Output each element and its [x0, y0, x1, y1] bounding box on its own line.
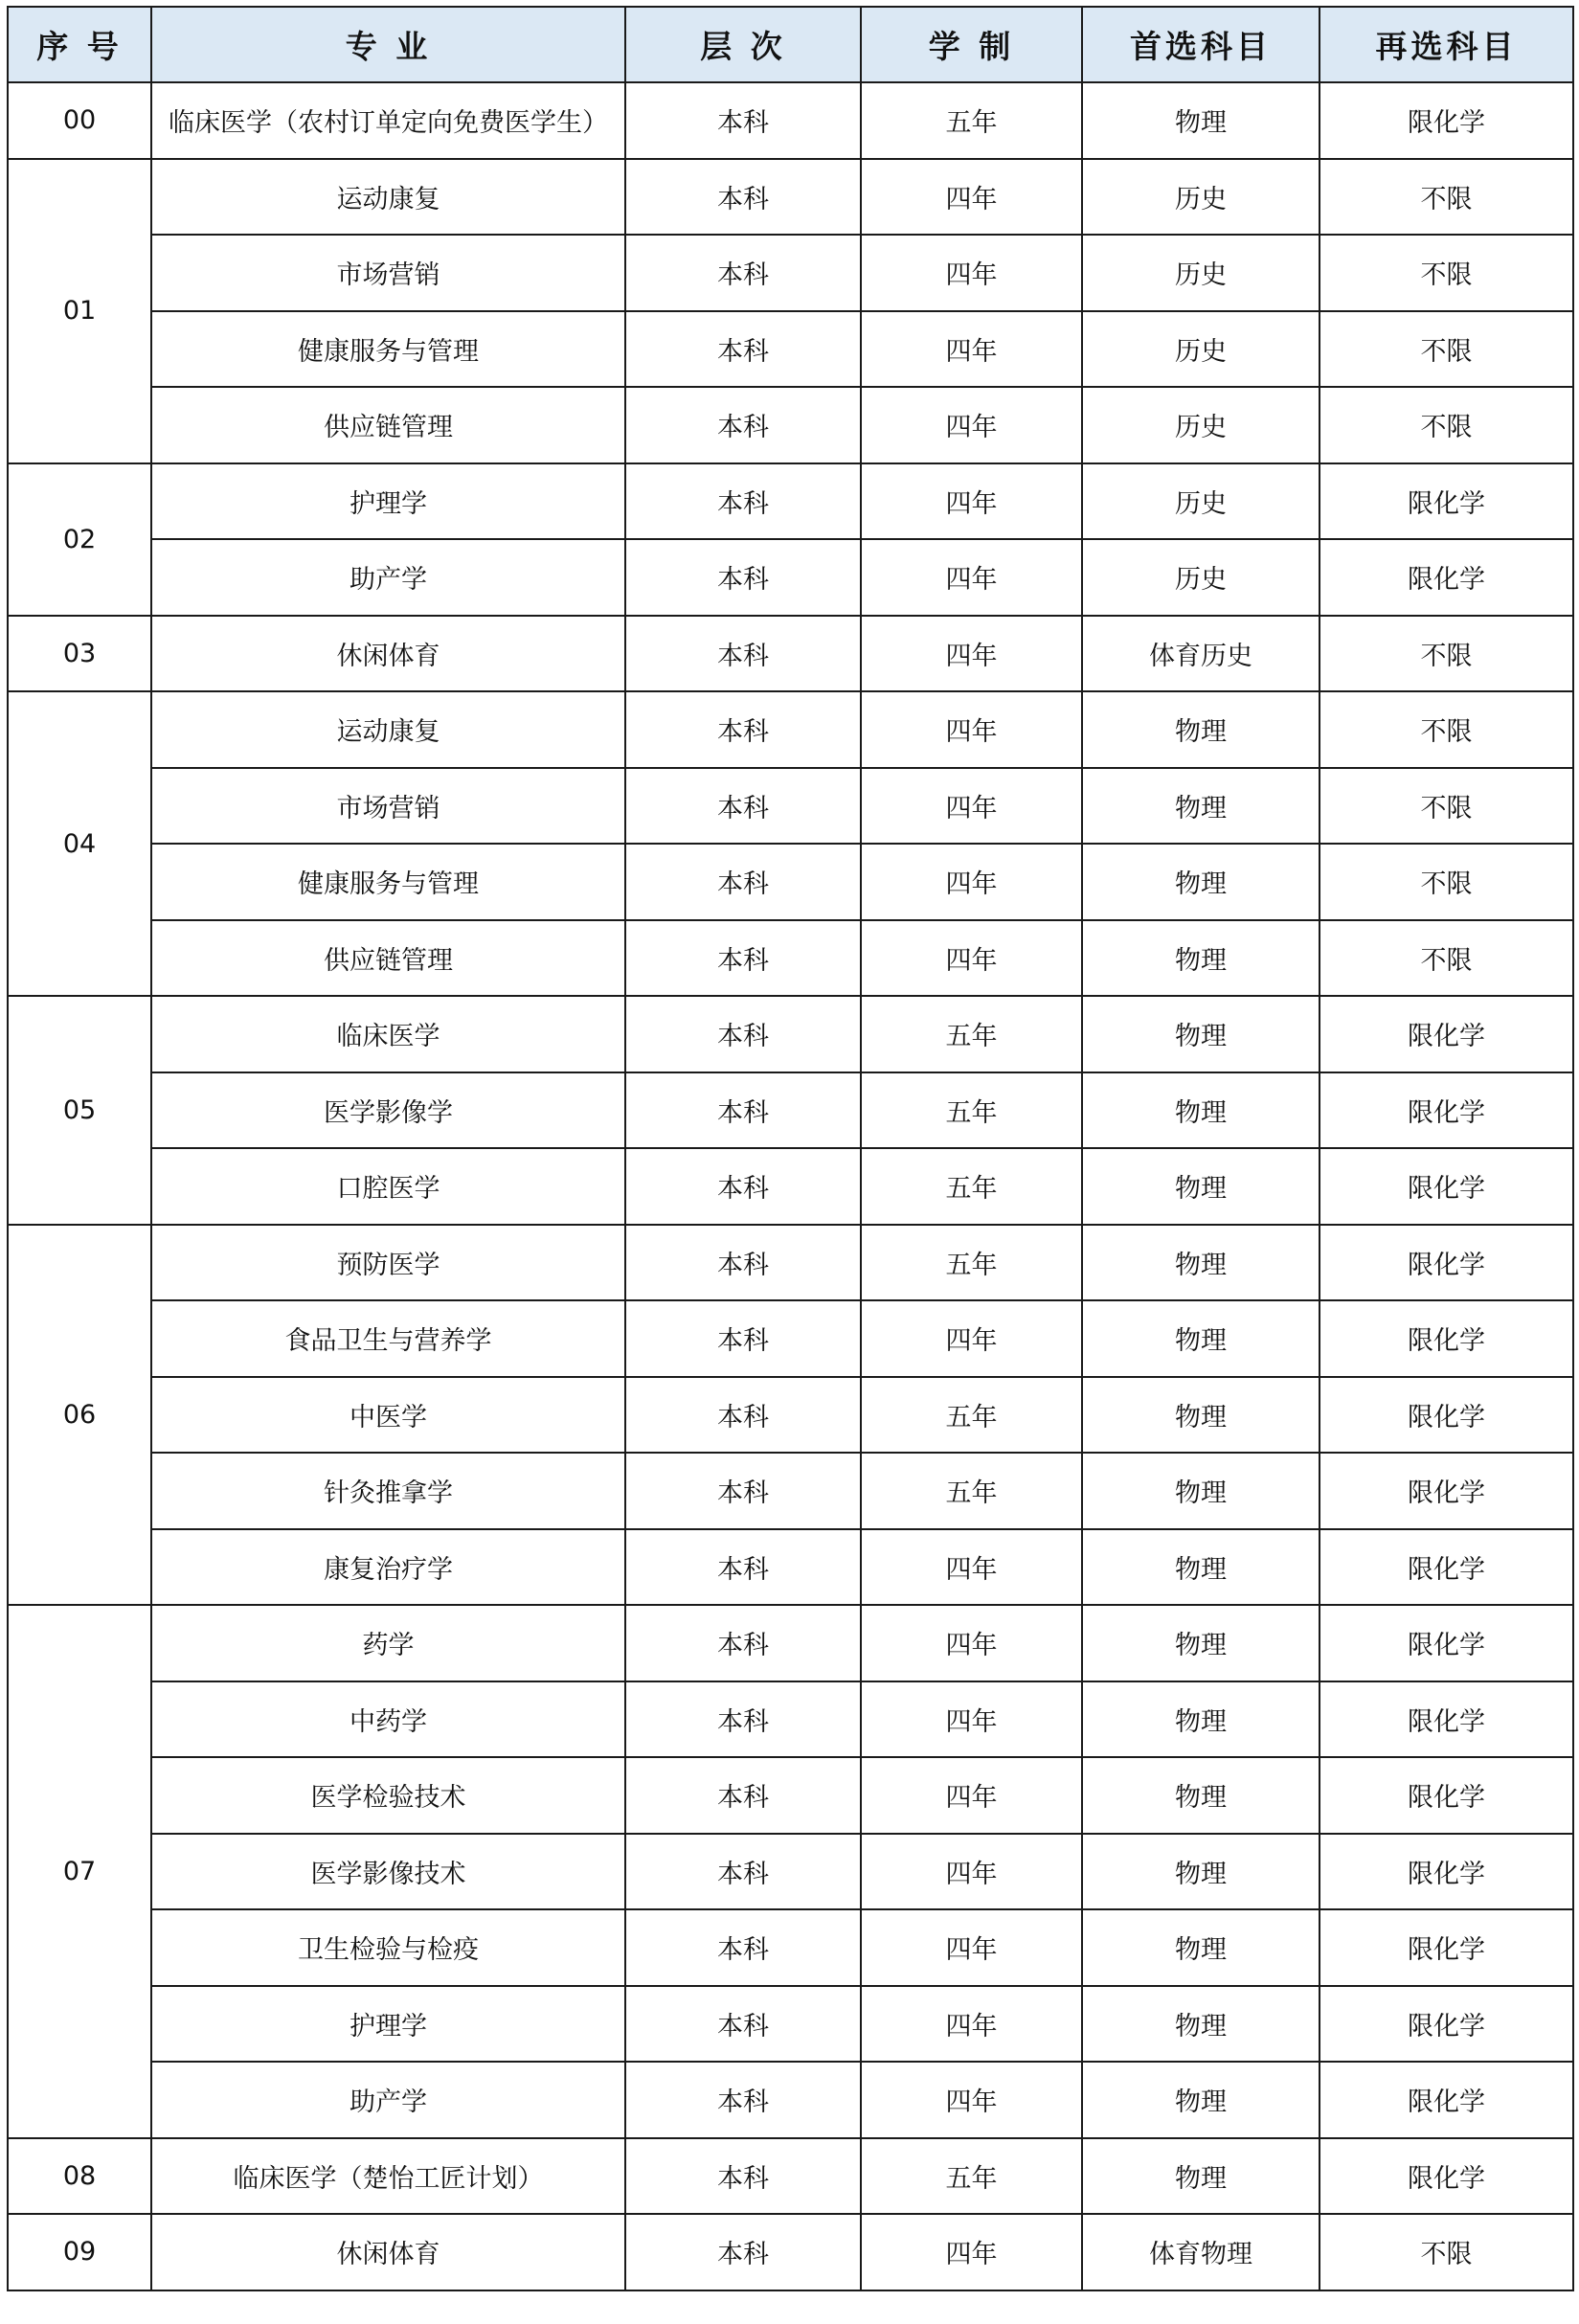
- level-cell: 本科: [625, 2214, 861, 2290]
- first-subject-cell: 历史: [1082, 539, 1320, 616]
- level-cell: 本科: [625, 1834, 861, 1910]
- major-cell: 市场营销: [151, 235, 625, 311]
- duration-cell: 四年: [861, 2062, 1082, 2138]
- serial-cell: 03: [8, 616, 151, 692]
- major-cell: 口腔医学: [151, 1148, 625, 1225]
- major-cell: 健康服务与管理: [151, 311, 625, 388]
- duration-cell: 四年: [861, 691, 1082, 768]
- duration-cell: 四年: [861, 1681, 1082, 1758]
- second-subject-cell: 限化学: [1320, 1529, 1573, 1606]
- duration-cell: 四年: [861, 463, 1082, 540]
- first-subject-cell: 物理: [1082, 1148, 1320, 1225]
- serial-cell: 00: [8, 82, 151, 159]
- first-subject-cell: 物理: [1082, 82, 1320, 159]
- level-cell: 本科: [625, 1148, 861, 1225]
- first-subject-cell: 物理: [1082, 691, 1320, 768]
- level-cell: 本科: [625, 1300, 861, 1377]
- major-cell: 休闲体育: [151, 2214, 625, 2290]
- header-serial: 序 号: [8, 7, 151, 82]
- major-cell: 临床医学（楚怡工匠计划）: [151, 2138, 625, 2215]
- table-row: [8, 1377, 1573, 1454]
- major-cell: 康复治疗学: [151, 1529, 625, 1606]
- major-cell: 护理学: [151, 1986, 625, 2063]
- second-subject-cell: 限化学: [1320, 2062, 1573, 2138]
- first-subject-cell: 物理: [1082, 2062, 1320, 2138]
- second-subject-cell: 限化学: [1320, 1148, 1573, 1225]
- level-cell: 本科: [625, 82, 861, 159]
- major-cell: 临床医学（农村订单定向免费医学生）: [151, 82, 625, 159]
- first-subject-cell: 物理: [1082, 1605, 1320, 1681]
- header-duration: 学 制: [861, 7, 1082, 82]
- duration-cell: 四年: [861, 1986, 1082, 2063]
- level-cell: 本科: [625, 2138, 861, 2215]
- table-body: [8, 82, 1573, 2290]
- major-cell: 健康服务与管理: [151, 844, 625, 920]
- table-row: [8, 539, 1573, 616]
- second-subject-cell: 限化学: [1320, 1757, 1573, 1834]
- duration-cell: 四年: [861, 1300, 1082, 1377]
- duration-cell: 四年: [861, 159, 1082, 236]
- second-subject-cell: 限化学: [1320, 463, 1573, 540]
- major-cell: 预防医学: [151, 1225, 625, 1301]
- duration-cell: 四年: [861, 616, 1082, 692]
- second-subject-cell: 不限: [1320, 2214, 1573, 2290]
- second-subject-cell: 限化学: [1320, 1834, 1573, 1910]
- level-cell: 本科: [625, 311, 861, 388]
- major-cell: 供应链管理: [151, 920, 625, 997]
- level-cell: 本科: [625, 1072, 861, 1149]
- level-cell: 本科: [625, 1681, 861, 1758]
- duration-cell: 四年: [861, 920, 1082, 997]
- serial-cell: 04: [8, 691, 151, 996]
- first-subject-cell: 物理: [1082, 920, 1320, 997]
- table-row: [8, 1681, 1573, 1758]
- first-subject-cell: 物理: [1082, 1300, 1320, 1377]
- second-subject-cell: 限化学: [1320, 1681, 1573, 1758]
- table-row: [8, 844, 1573, 920]
- duration-cell: 五年: [861, 1148, 1082, 1225]
- major-cell: 护理学: [151, 463, 625, 540]
- major-cell: 助产学: [151, 2062, 625, 2138]
- second-subject-cell: 不限: [1320, 387, 1573, 463]
- table-row: [8, 311, 1573, 388]
- header-first-subject: 首选科目: [1082, 7, 1320, 82]
- second-subject-cell: 限化学: [1320, 1605, 1573, 1681]
- serial-cell: 09: [8, 2214, 151, 2290]
- table-row: [8, 387, 1573, 463]
- duration-cell: 四年: [861, 1834, 1082, 1910]
- duration-cell: 五年: [861, 2138, 1082, 2215]
- first-subject-cell: 体育历史: [1082, 616, 1320, 692]
- first-subject-cell: 物理: [1082, 996, 1320, 1072]
- table-row: [8, 2062, 1573, 2138]
- level-cell: 本科: [625, 1909, 861, 1986]
- second-subject-cell: 不限: [1320, 844, 1573, 920]
- level-cell: 本科: [625, 1605, 861, 1681]
- major-cell: 食品卫生与营养学: [151, 1300, 625, 1377]
- table-row: [8, 768, 1573, 845]
- first-subject-cell: 物理: [1082, 1377, 1320, 1454]
- serial-cell: 02: [8, 463, 151, 616]
- header-level: 层 次: [625, 7, 861, 82]
- table-row: [8, 1834, 1573, 1910]
- table-row: [8, 235, 1573, 311]
- level-cell: 本科: [625, 1529, 861, 1606]
- first-subject-cell: 物理: [1082, 1072, 1320, 1149]
- second-subject-cell: 不限: [1320, 768, 1573, 845]
- header-major: 专 业: [151, 7, 625, 82]
- duration-cell: 四年: [861, 844, 1082, 920]
- duration-cell: 四年: [861, 1529, 1082, 1606]
- duration-cell: 五年: [861, 1225, 1082, 1301]
- serial-cell: 07: [8, 1605, 151, 2138]
- level-cell: 本科: [625, 1453, 861, 1529]
- major-cell: 中药学: [151, 1681, 625, 1758]
- second-subject-cell: 限化学: [1320, 1909, 1573, 1986]
- table-row: [8, 2214, 1573, 2290]
- table-row: [8, 1148, 1573, 1225]
- major-cell: 针灸推拿学: [151, 1453, 625, 1529]
- table-header: [8, 7, 1573, 82]
- first-subject-cell: 历史: [1082, 463, 1320, 540]
- level-cell: 本科: [625, 463, 861, 540]
- first-subject-cell: 历史: [1082, 235, 1320, 311]
- duration-cell: 四年: [861, 2214, 1082, 2290]
- duration-cell: 四年: [861, 235, 1082, 311]
- duration-cell: 四年: [861, 1909, 1082, 1986]
- duration-cell: 五年: [861, 1377, 1082, 1454]
- header-row: [8, 7, 1573, 82]
- table-row: [8, 82, 1573, 159]
- serial-cell: 08: [8, 2138, 151, 2215]
- level-cell: 本科: [625, 691, 861, 768]
- first-subject-cell: 物理: [1082, 844, 1320, 920]
- first-subject-cell: 历史: [1082, 387, 1320, 463]
- level-cell: 本科: [625, 1757, 861, 1834]
- first-subject-cell: 物理: [1082, 1453, 1320, 1529]
- level-cell: 本科: [625, 1377, 861, 1454]
- second-subject-cell: 不限: [1320, 920, 1573, 997]
- second-subject-cell: 限化学: [1320, 1072, 1573, 1149]
- enrollment-table-container: [7, 6, 1574, 2291]
- header-second-subject: 再选科目: [1320, 7, 1573, 82]
- major-cell: 卫生检验与检疫: [151, 1909, 625, 1986]
- first-subject-cell: 物理: [1082, 1757, 1320, 1834]
- major-cell: 临床医学: [151, 996, 625, 1072]
- first-subject-cell: 物理: [1082, 1225, 1320, 1301]
- major-cell: 助产学: [151, 539, 625, 616]
- duration-cell: 五年: [861, 996, 1082, 1072]
- table-row: [8, 616, 1573, 692]
- table-row: [8, 1605, 1573, 1681]
- major-cell: 供应链管理: [151, 387, 625, 463]
- duration-cell: 四年: [861, 768, 1082, 845]
- level-cell: 本科: [625, 235, 861, 311]
- second-subject-cell: 限化学: [1320, 539, 1573, 616]
- second-subject-cell: 不限: [1320, 616, 1573, 692]
- level-cell: 本科: [625, 844, 861, 920]
- table-row: [8, 1986, 1573, 2063]
- enrollment-table: [7, 6, 1574, 2291]
- first-subject-cell: 物理: [1082, 2138, 1320, 2215]
- table-row: [8, 2138, 1573, 2215]
- table-row: [8, 1300, 1573, 1377]
- level-cell: 本科: [625, 539, 861, 616]
- second-subject-cell: 限化学: [1320, 996, 1573, 1072]
- second-subject-cell: 不限: [1320, 235, 1573, 311]
- duration-cell: 四年: [861, 311, 1082, 388]
- level-cell: 本科: [625, 920, 861, 997]
- second-subject-cell: 限化学: [1320, 1453, 1573, 1529]
- table-row: [8, 691, 1573, 768]
- table-row: [8, 1453, 1573, 1529]
- first-subject-cell: 历史: [1082, 159, 1320, 236]
- second-subject-cell: 限化学: [1320, 2138, 1573, 2215]
- duration-cell: 四年: [861, 1757, 1082, 1834]
- major-cell: 药学: [151, 1605, 625, 1681]
- second-subject-cell: 限化学: [1320, 1377, 1573, 1454]
- table-row: [8, 463, 1573, 540]
- first-subject-cell: 体育物理: [1082, 2214, 1320, 2290]
- major-cell: 医学检验技术: [151, 1757, 625, 1834]
- first-subject-cell: 物理: [1082, 1909, 1320, 1986]
- serial-cell: 01: [8, 159, 151, 463]
- duration-cell: 五年: [861, 1072, 1082, 1149]
- table-row: [8, 159, 1573, 236]
- duration-cell: 四年: [861, 539, 1082, 616]
- table-row: [8, 1909, 1573, 1986]
- table-row: [8, 1072, 1573, 1149]
- table-row: [8, 996, 1573, 1072]
- duration-cell: 五年: [861, 1453, 1082, 1529]
- second-subject-cell: 不限: [1320, 159, 1573, 236]
- major-cell: 医学影像学: [151, 1072, 625, 1149]
- serial-cell: 06: [8, 1225, 151, 1606]
- second-subject-cell: 不限: [1320, 691, 1573, 768]
- level-cell: 本科: [625, 1225, 861, 1301]
- level-cell: 本科: [625, 616, 861, 692]
- second-subject-cell: 限化学: [1320, 1986, 1573, 2063]
- table-row: [8, 1529, 1573, 1606]
- second-subject-cell: 限化学: [1320, 82, 1573, 159]
- level-cell: 本科: [625, 2062, 861, 2138]
- second-subject-cell: 限化学: [1320, 1300, 1573, 1377]
- table-row: [8, 920, 1573, 997]
- table-row: [8, 1757, 1573, 1834]
- second-subject-cell: 限化学: [1320, 1225, 1573, 1301]
- major-cell: 中医学: [151, 1377, 625, 1454]
- duration-cell: 四年: [861, 387, 1082, 463]
- serial-cell: 05: [8, 996, 151, 1225]
- first-subject-cell: 物理: [1082, 768, 1320, 845]
- first-subject-cell: 历史: [1082, 311, 1320, 388]
- first-subject-cell: 物理: [1082, 1986, 1320, 2063]
- level-cell: 本科: [625, 159, 861, 236]
- table-row: [8, 1225, 1573, 1301]
- major-cell: 市场营销: [151, 768, 625, 845]
- level-cell: 本科: [625, 768, 861, 845]
- level-cell: 本科: [625, 387, 861, 463]
- major-cell: 运动康复: [151, 691, 625, 768]
- first-subject-cell: 物理: [1082, 1681, 1320, 1758]
- major-cell: 医学影像技术: [151, 1834, 625, 1910]
- major-cell: 休闲体育: [151, 616, 625, 692]
- level-cell: 本科: [625, 996, 861, 1072]
- duration-cell: 四年: [861, 1605, 1082, 1681]
- level-cell: 本科: [625, 1986, 861, 2063]
- first-subject-cell: 物理: [1082, 1529, 1320, 1606]
- duration-cell: 五年: [861, 82, 1082, 159]
- major-cell: 运动康复: [151, 159, 625, 236]
- second-subject-cell: 不限: [1320, 311, 1573, 388]
- first-subject-cell: 物理: [1082, 1834, 1320, 1910]
